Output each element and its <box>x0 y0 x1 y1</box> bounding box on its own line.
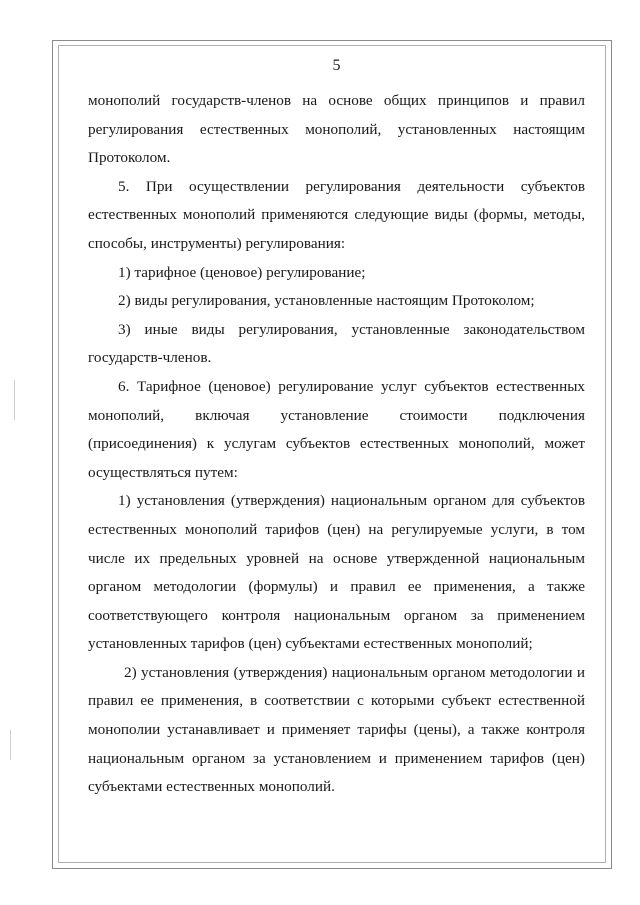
paragraph-item-6: 6. Тарифное (ценовое) регулирование услуг субъектов естественных монополий, включая установление стоимости подключения (присоединения) к услугам субъектов естественных монополий, может осуществляться путем: <box>88 377 585 481</box>
paragraph-subitem-2: 2) виды регулирования, установленные настоящим Протоколом; <box>118 292 535 310</box>
paragraph-subitem-3: 3) иные виды регулирования, установленные законодательством государств-членов. <box>88 320 585 367</box>
paragraph-item-6-subitem-2: 2) установления (утверждения) национальным органом методологии и правил ее применения, в соответствии с которыми субъект естественной монополии устанавливает и применяет тарифы (цены), а также контроля национальным органом за установлением и применением тарифов (цен) субъектами естественных монополий. <box>88 663 585 796</box>
page-number: 5 <box>332 57 341 74</box>
paragraph-continuation: монополий государств-членов на основе общих принципов и правил регулирования естественных монополий, установленных настоящим Протоколом. <box>88 92 585 167</box>
paragraph-item-6-subitem-1: 1) установления (утверждения) национальным органом для субъектов естественных монополий тарифов (цен) на регулируемые услуги, в том числе их предельных уровней на основе утвержденной национальным органом методологии (формулы) и правил ее применения, а также соответствующего контроля национальным органом за применением установленных тарифов (цен) субъектами естественных монополий; <box>88 492 585 653</box>
paragraph-item-5: 5. При осуществлении регулирования деятельности субъектов естественных монополий применяются следующие виды (формы, методы, способы, инструменты) регулирования: <box>88 177 585 252</box>
paragraph-subitem-1: 1) тарифное (ценовое) регулирование; <box>118 263 366 281</box>
scan-artifact-left <box>14 380 15 420</box>
document-body <box>88 55 585 802</box>
scan-artifact-left-lower <box>10 730 11 760</box>
